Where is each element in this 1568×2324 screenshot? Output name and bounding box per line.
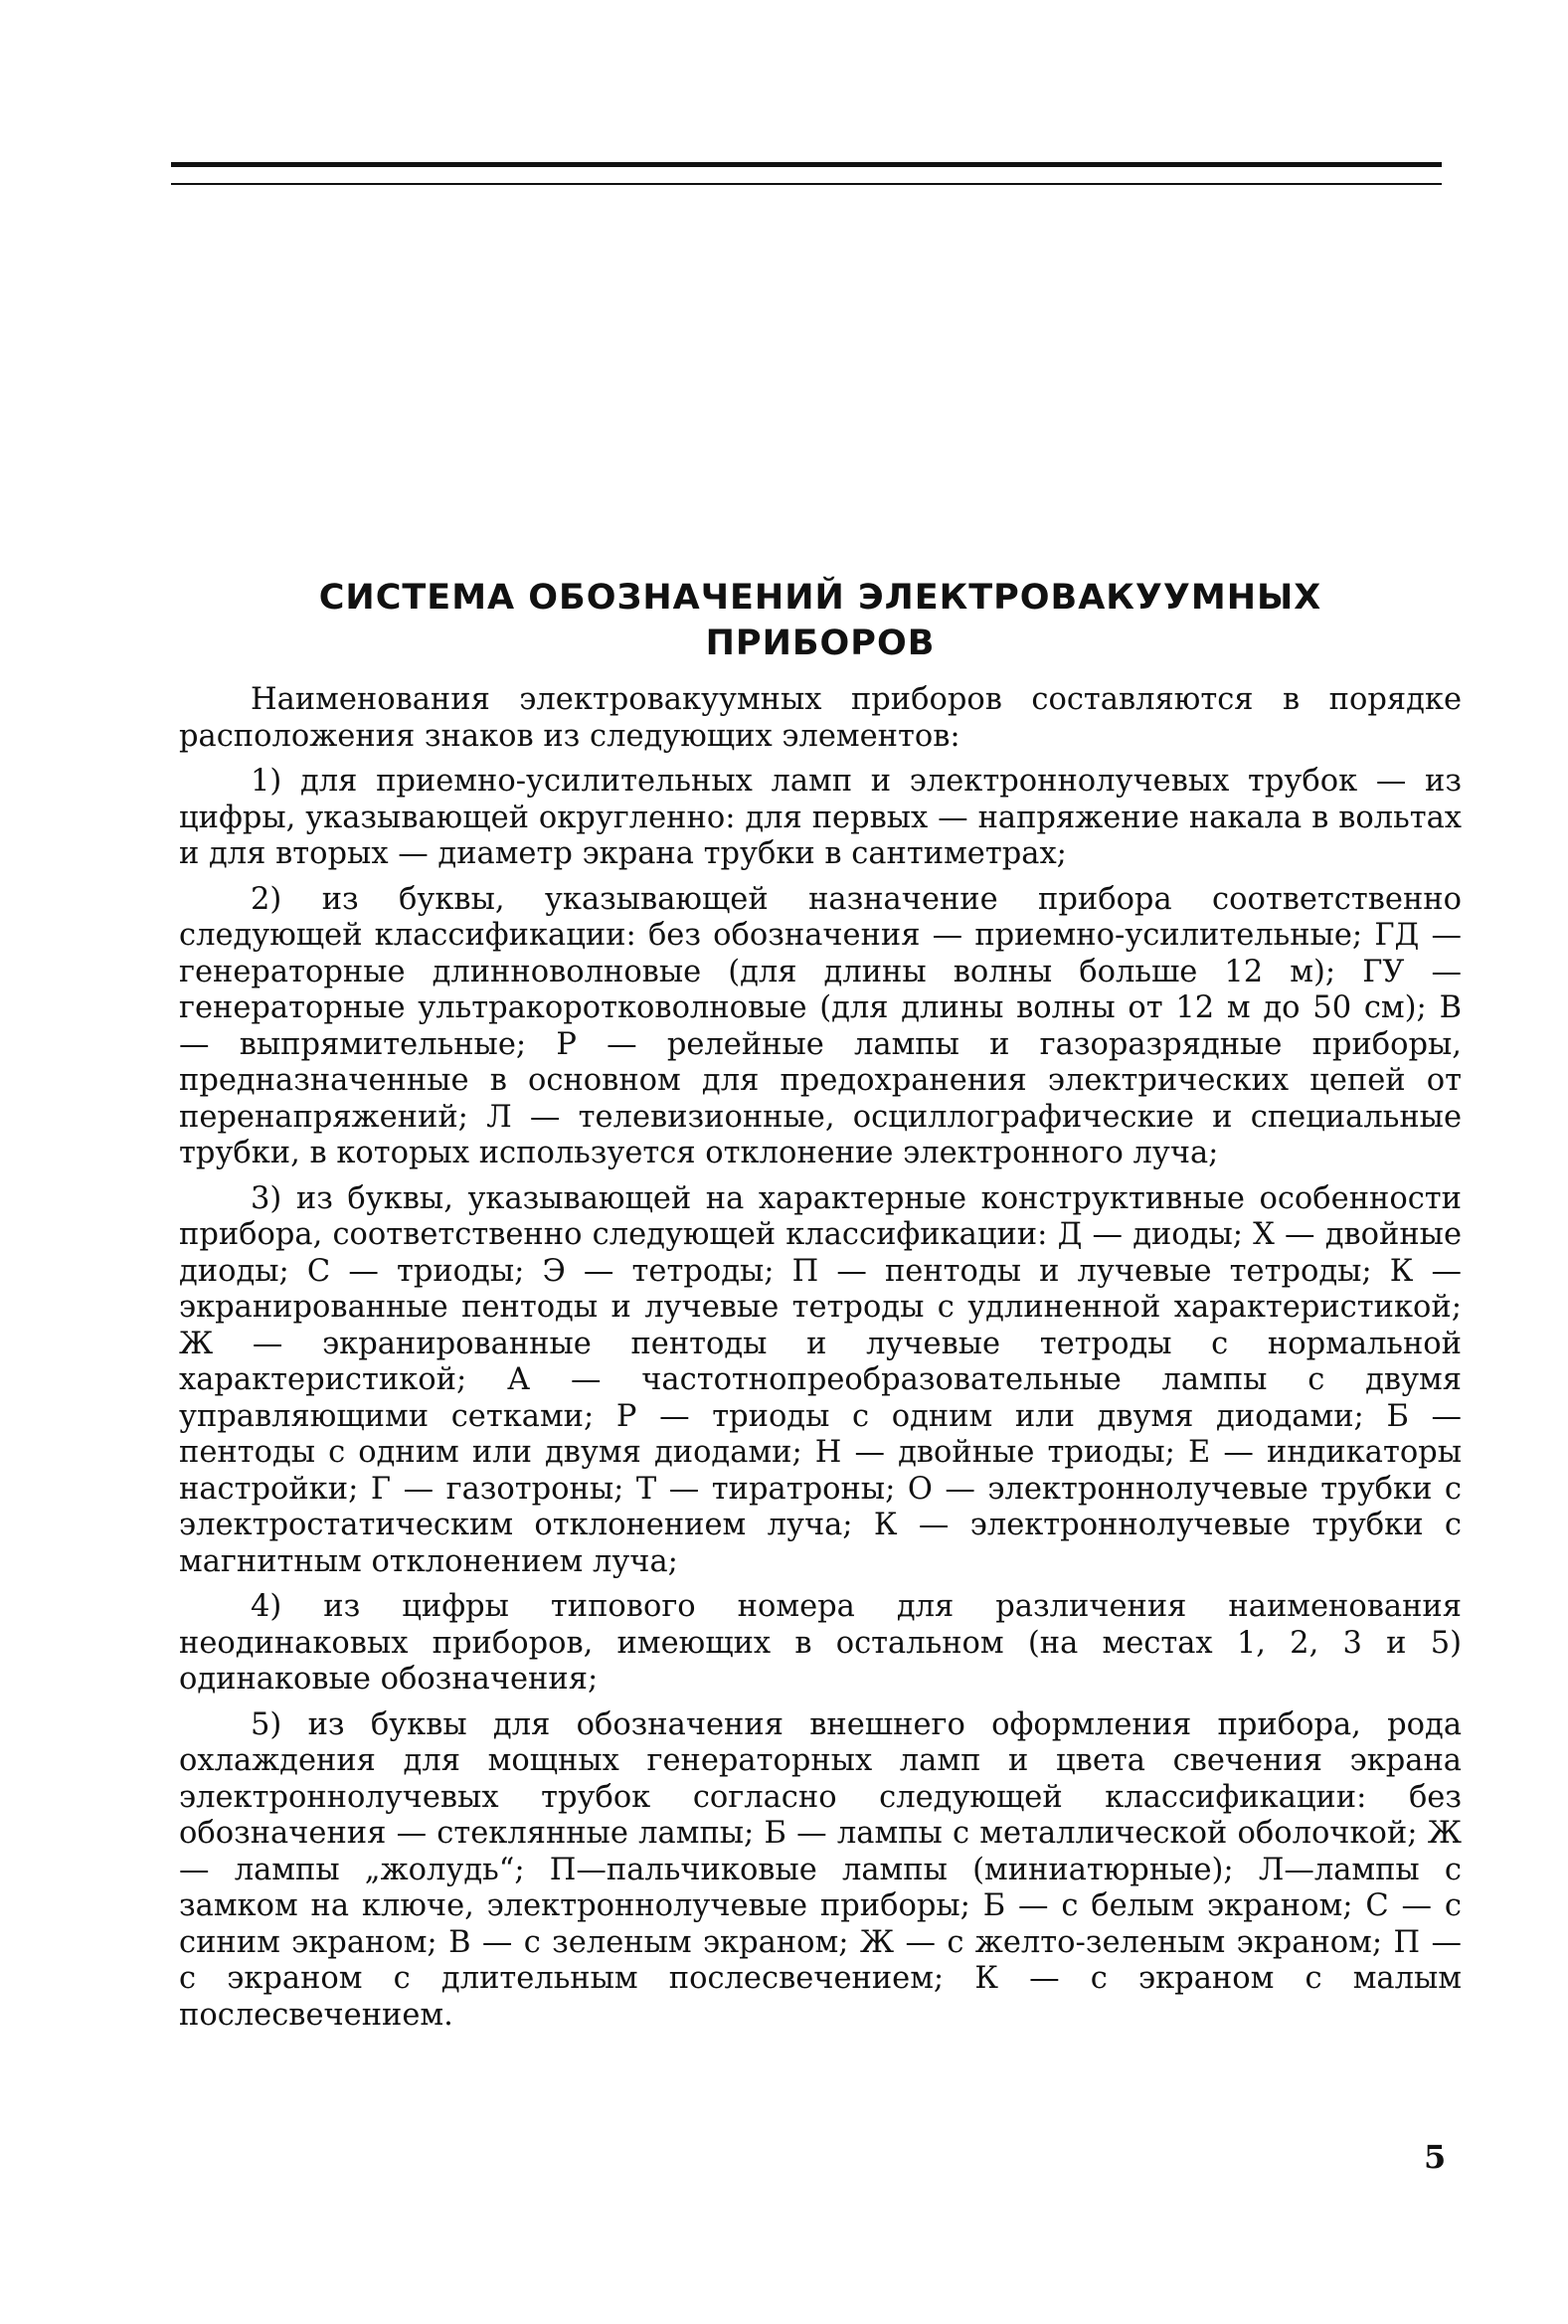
page-number: 5: [1424, 2138, 1447, 2176]
list-item-1: 1) для приемно-усилительных ламп и электроннолучевых трубок — из цифры, указывающей округленно: для первых — напряжение накала в вольтах и для вторых — диаметр экрана трубки в сантиметрах;: [179, 764, 1462, 871]
list-item-5: 5) из буквы для обозначения внешнего оформления прибора, рода охлаждения для мощных генераторных ламп и цвета свечения экрана электроннолучевых трубок согласно следующей классификации: без обозначения — стеклянные лампы; Б — лампы с металлической оболочкой; Ж — лампы „жолудь“; П—пальчиковые лампы (миниатюрные); Л—лампы с замком на ключе, электроннолучевые приборы; Б — с белым экраном; С — с синим экраном; В — с зеленым экраном; Ж — с желто-зеленым экраном; П — с экраном с длительным послесвечением; К — с экраном с малым послесвечением.: [179, 1706, 1462, 2033]
list-item-4: 4) из цифры типового номера для различения наименования неодинаковых приборов, имеющих в остальном (на местах 1, 2, 3 и 5) одинаковые обозначения;: [179, 1589, 1462, 1697]
intro-paragraph: Наименования электровакуумных приборов составляются в порядке расположения знаков из следующих элементов:: [179, 682, 1462, 754]
header-rule-thin: [171, 183, 1442, 185]
list-item-2: 2) из буквы, указывающей назначение прибора соответственно следующей классификации: без обозначения — приемно-усилительные; ГД — генераторные длинноволновые (для длины волны больше 12 м); ГУ — генераторные ультракоротковолновые (для длины волны от 12 м до 50 см); В — выпрямительные; Р — релейные лампы и газоразрядные приборы, предназначенные в основном для предохранения электрических цепей от перенапряжений; Л — телевизионные, осциллографические и специальные трубки, в которых используется отклонение электронного луча;: [179, 881, 1462, 1170]
section-title-line-2: ПРИБОРОВ: [705, 624, 936, 663]
list-item-3: 3) из буквы, указывающей на характерные конструктивные особенности прибора, соответственно следующей классификации: Д — диоды; Х — двойные диоды; С — триоды; Э — тетроды; П — пентоды и лучевые тетроды; К — экранированные пентоды и лучевые тетроды с удлиненной характеристикой; Ж — экранированные пентоды и лучевые тетроды с нормальной характеристикой; А — частотнопреобразовательные лампы с двумя управляющими сетками; Р — триоды с одним или двумя диодами; Б — пентоды с одним или двумя диодами; Н — двойные триоды; Е — индикаторы настройки; Г — газотроны; Т — тиратроны; О — электроннолучевые трубки с электростатическим отклонением луча; К — электроннолучевые трубки с магнитным отклонением луча;: [179, 1180, 1462, 1579]
section-title: [179, 575, 1462, 666]
header-rule-thick: [171, 162, 1442, 167]
section-title-line-1: СИСТЕМА ОБОЗНАЧЕНИЙ ЭЛЕКТРОВАКУУМНЫХ: [318, 578, 1322, 618]
body-text: [179, 682, 1462, 2043]
